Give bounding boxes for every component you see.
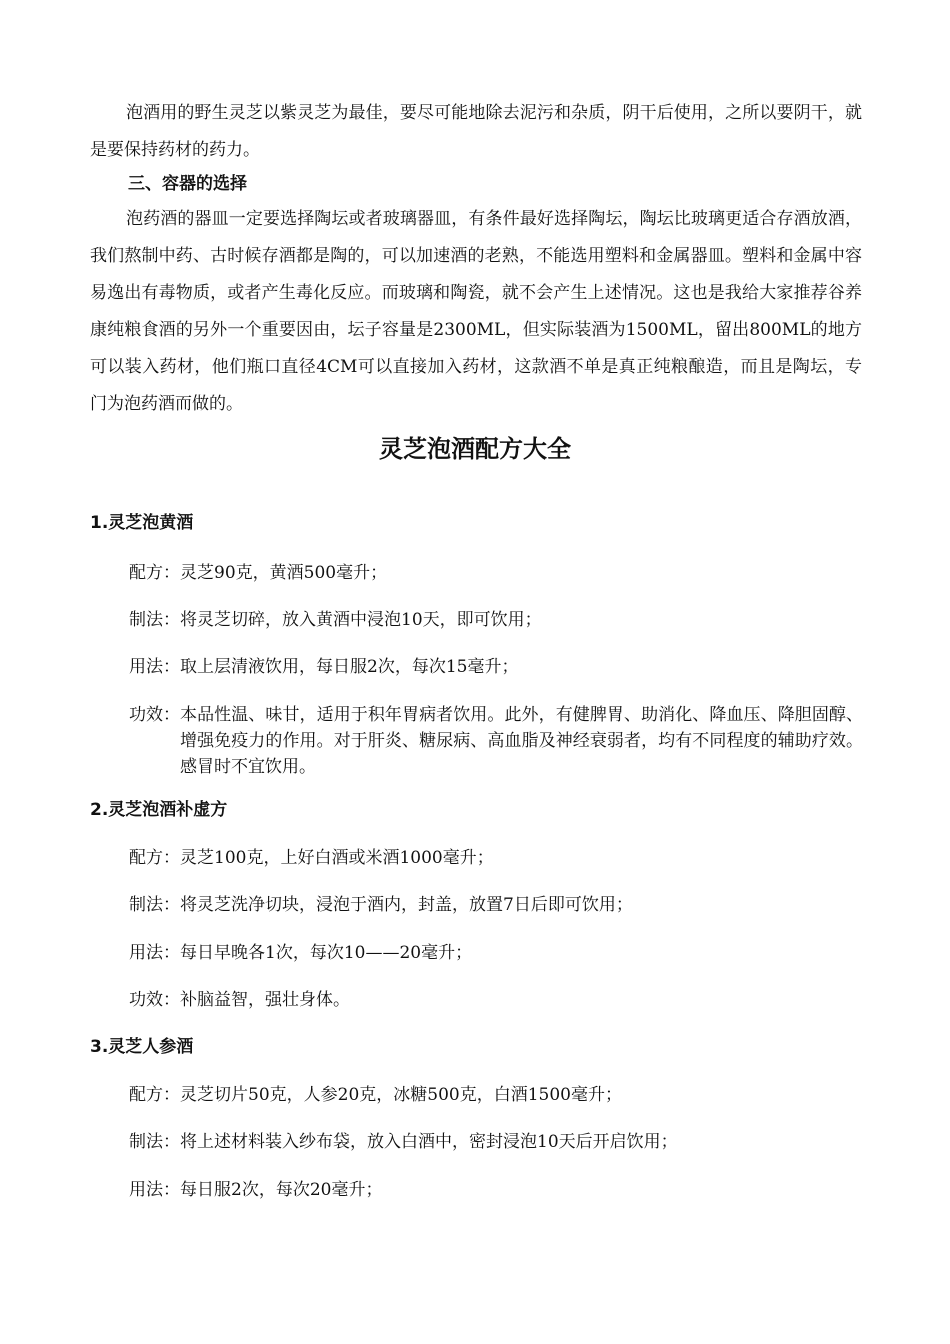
recipe-3-usage [129,1177,863,1203]
section-heading-container: 三、容器的选择 [128,174,247,194]
intro-paragraph-2: 泡药酒的器皿一定要选择陶坛或者玻璃器皿，有条件最好选择陶坛，陶坛比玻璃更适合存酒放酒，我们熬制中药、古时候存酒都是陶的，可以加速酒的老熟，不能选用塑料和金属器皿。塑料和金属中容易逸出有毒物质，或者产生毒化反应。而玻璃和陶瓷，就不会产生上述情况。这也是我给大家推荐谷养康纯粮食酒的另外一个重要因由，坛子容量是2300ML，但实际装酒为1500ML，留出800ML的地方可以装入药材，他们瓶口直径4CM可以直接加入药材，这款酒不单是真正纯粮酿造，而且是陶坛，专门为泡药酒而做的。 [90,209,862,414]
recipe-2-effect [129,987,863,1013]
recipe-1-formula [129,560,863,586]
effect-label: 功效： [129,705,180,725]
usage-value: 每日早晚各1次，每次10——20毫升； [180,943,473,963]
formula-value: 灵芝90克，黄酒500毫升； [180,563,388,583]
usage-value: 每日服2次，每次20毫升； [180,1180,383,1200]
recipe-3-formula [129,1082,863,1108]
method-label: 制法： [129,895,180,915]
recipe-1-title: 1.灵芝泡黄酒 [90,513,194,533]
formula-label: 配方： [129,563,180,583]
usage-value: 取上层清液饮用，每日服2次，每次15毫升； [180,657,519,677]
recipe-2-method [129,892,863,918]
page-title: 灵芝泡酒配方大全 [379,435,571,463]
recipe-1-effect [129,702,863,780]
method-label: 制法： [129,610,180,630]
recipe-2-formula [129,845,863,871]
method-label: 制法： [129,1132,180,1152]
recipe-3-method [129,1129,863,1155]
effect-value: 补脑益智，强壮身体。 [180,990,350,1010]
formula-value: 灵芝100克，上好白酒或米酒1000毫升； [180,848,494,868]
recipe-3-title: 3.灵芝人参酒 [90,1037,194,1057]
method-value: 将上述材料装入纱布袋，放入白酒中，密封浸泡10天后开启饮用； [180,1132,678,1152]
usage-label: 用法： [129,657,180,677]
recipe-2-usage [129,940,863,966]
usage-label: 用法： [129,943,180,963]
recipe-2-title: 2.灵芝泡酒补虚方 [90,800,228,820]
formula-label: 配方： [129,1085,180,1105]
formula-value: 灵芝切片50克，人参20克，冰糖500克，白酒1500毫升； [180,1085,622,1105]
method-value: 将灵芝洗净切块，浸泡于酒内，封盖，放置7日后即可饮用； [180,895,633,915]
method-value: 将灵芝切碎，放入黄酒中浸泡10天，即可饮用； [180,610,542,630]
intro-paragraph-1: 泡酒用的野生灵芝以紫灵芝为最佳，要尽可能地除去泥污和杂质，阴干后使用，之所以要阴干，就是要保持药材的药力。 [90,103,862,160]
effect-label: 功效： [129,990,180,1010]
formula-label: 配方： [129,848,180,868]
effect-value: 本品性温、味甘，适用于积年胃病者饮用。此外，有健脾胃、助消化、降血压、降胆固醇、增强免疫力的作用。对于肝炎、糖尿病、高血脂及神经衰弱者，均有不同程度的辅助疗效。感冒时不宜饮用。 [180,705,863,777]
usage-label: 用法： [129,1180,180,1200]
recipe-1-method [129,607,863,633]
recipe-1-usage [129,654,863,680]
